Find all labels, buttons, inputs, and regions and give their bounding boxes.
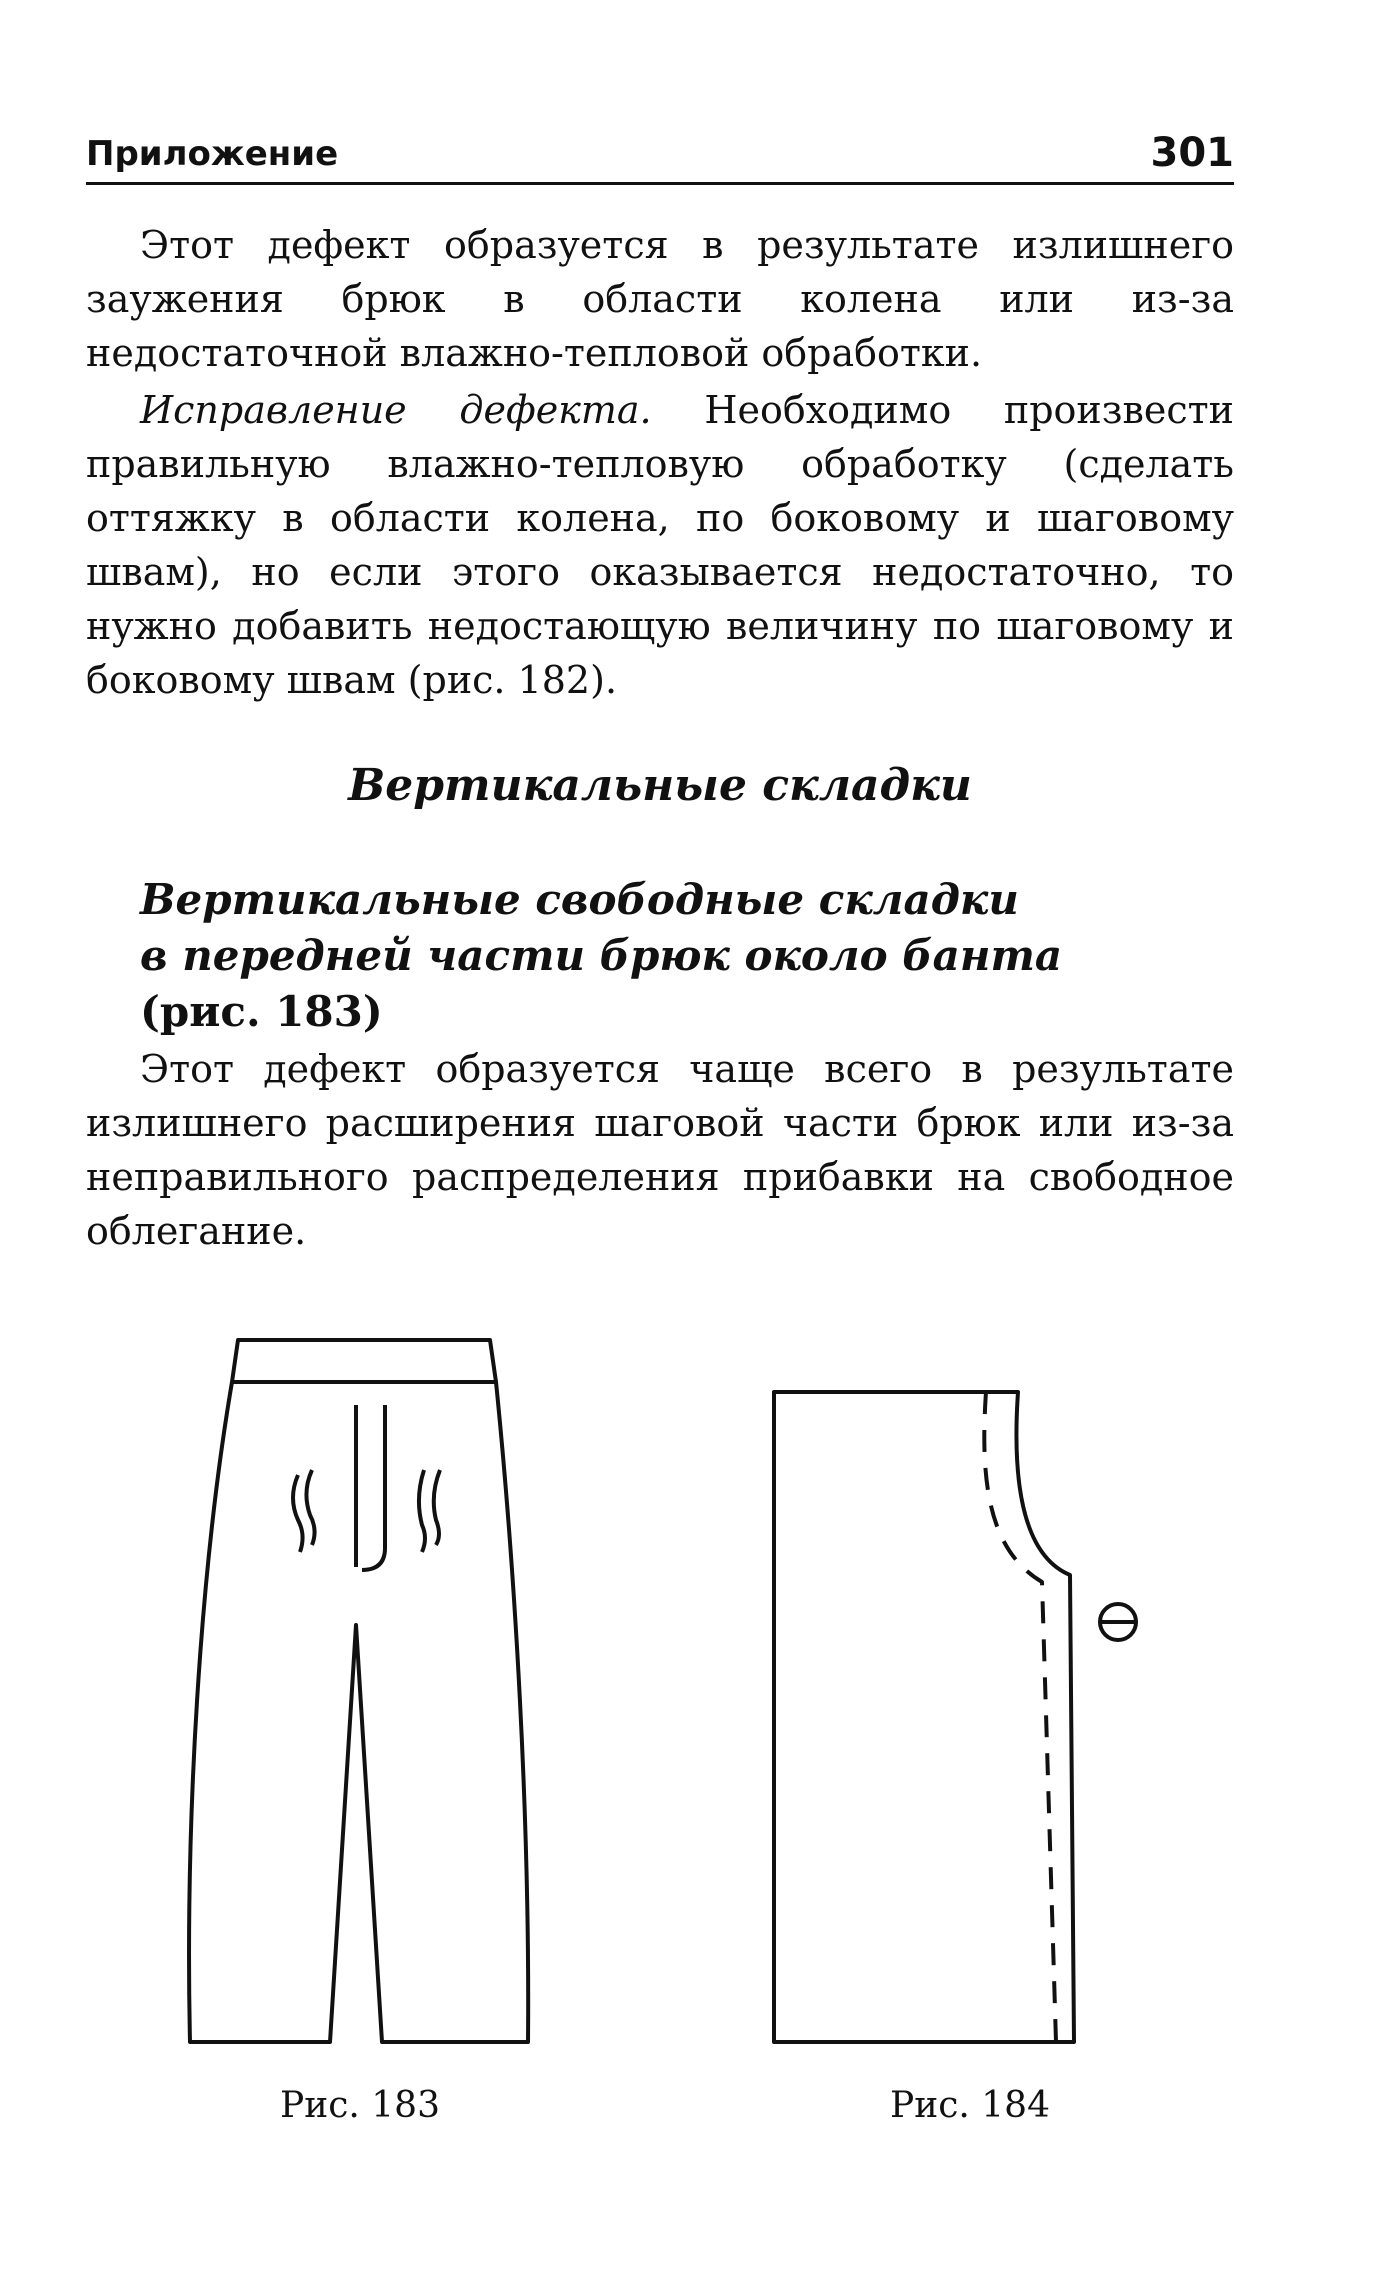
paragraph-defect-cause: Этот дефект образуется в результате излишнего заужения брюк в области колена или из-за недостаточной влажно-тепловой обработки.	[86, 223, 1234, 375]
trousers-front-view-illustration	[160, 1320, 560, 2060]
figure-184-caption: Рис. 184	[890, 2085, 1050, 2126]
running-head: Приложение	[86, 134, 339, 174]
subsection-line-2: в передней части брюк около банта	[140, 931, 1063, 980]
figure-183-caption: Рис. 183	[280, 2085, 440, 2126]
section-title: Вертикальные складки	[348, 760, 972, 811]
paragraph-vertical-folds: Этот дефект образуется чаще всего в результате излишнего расширения шаговой части брюк или из-за неправильного распределения прибавки на свободное облегание.	[86, 1047, 1234, 1253]
subsection-line-1: Вертикальные свободные складки	[140, 875, 1019, 924]
figure-183	[160, 1320, 560, 2126]
subsection-figure-ref: (рис. 183)	[140, 987, 383, 1036]
paragraph-defect-fix	[86, 383, 1234, 707]
paragraph-body: Необходимо произвести правильную влажно-тепловую обработку (сделать оттяжку в области колена, по боковому и шаговому швам), но если этого оказывается недостаточно, то нужно добавить недостающую величину по шаговому и боковому швам (рис. 182).	[86, 388, 1234, 702]
subsection-title	[140, 872, 1140, 1040]
page-header	[86, 120, 1234, 185]
page-number: 301	[1150, 130, 1234, 176]
paragraph-lead: Исправление дефекта.	[140, 388, 652, 432]
figure-184	[740, 1370, 1200, 2126]
trouser-pattern-minus-illustration	[740, 1370, 1200, 2070]
